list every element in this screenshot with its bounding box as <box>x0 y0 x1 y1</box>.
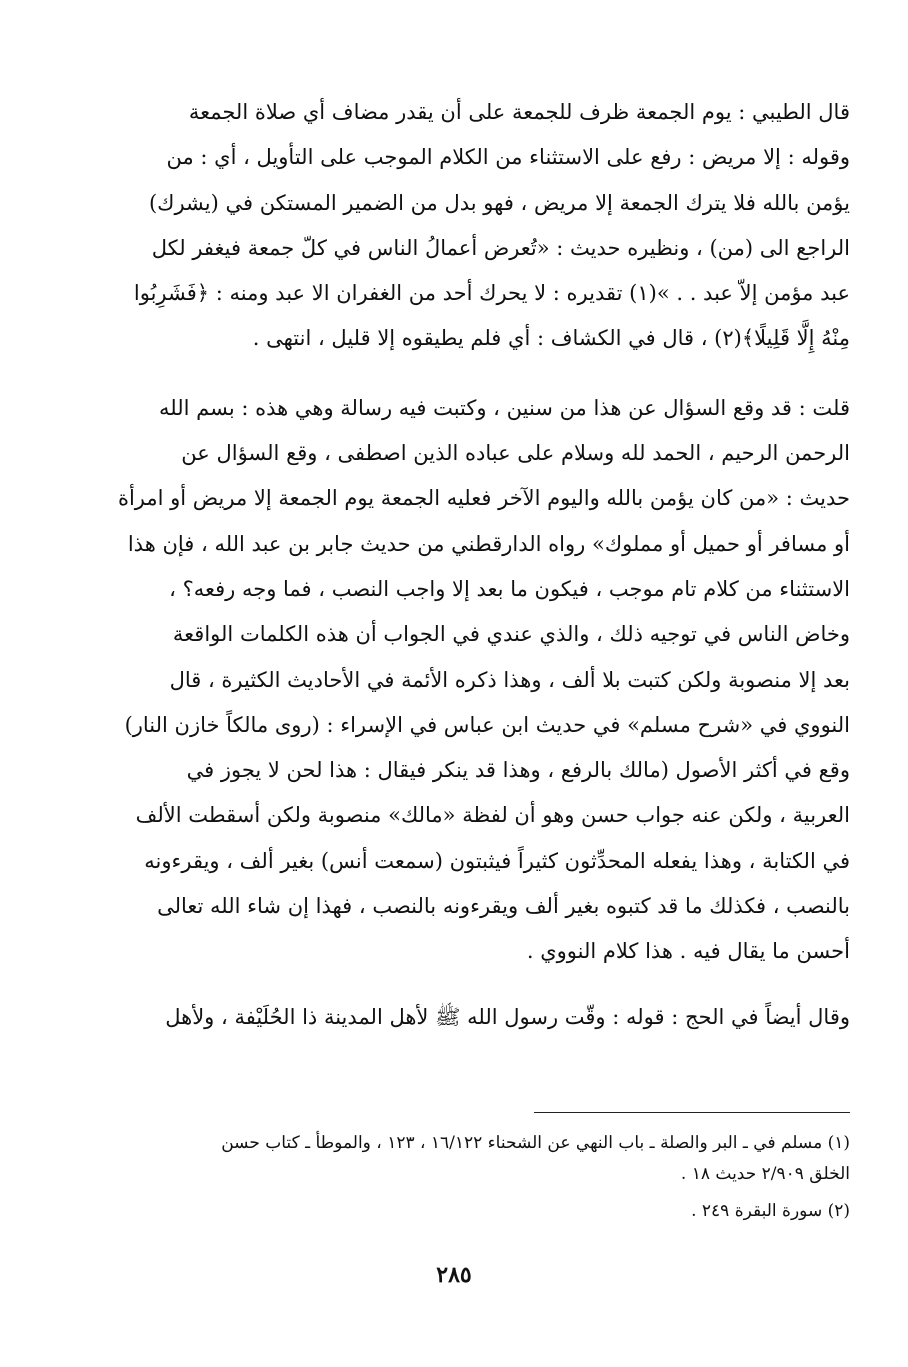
footnote-2 <box>58 1196 850 1227</box>
text-line: أحسن ما يقال فيه . هذا كلام النووي . <box>526 939 850 964</box>
paragraph-question <box>58 386 850 975</box>
footnote-divider <box>534 1112 850 1113</box>
text-line: النووي في «شرح مسلم» في حديث ابن عباس في الإسراء : (روى مالكاً خازن النار) <box>124 712 850 737</box>
footnote-line: (٢) سورة البقرة ٢٤٩ . <box>691 1201 850 1221</box>
text-line: وقع في أكثر الأصول (مالك بالرفع ، وهذا قد ينكر فيقال : هذا لحن لا يجوز في <box>186 758 850 783</box>
footnote-1 <box>58 1128 850 1190</box>
page-number: ٢٨٥ <box>436 1262 472 1288</box>
text-line: في الكتابة ، وهذا يفعله المحدِّثون كثيراً فيثبتون (سمعت أنس) بغير ألف ، ويقرءونه <box>144 848 850 873</box>
text-line: قلت : قد وقع السؤال عن هذا من سنين ، وكتبت فيه رسالة وهي هذه : بسم الله <box>159 395 850 420</box>
text-line: الرحمن الرحيم ، الحمد لله وسلام على عباده الذين اصطفى ، وقع السؤال عن <box>181 441 850 466</box>
footnote-line: الخلق ٢/٩٠٩ حديث ١٨ . <box>680 1164 850 1184</box>
text-line: الاستثناء من كلام تام موجب ، فيكون ما بعد إلا واجب النصب ، فما وجه رفعه؟ ، <box>169 576 850 601</box>
paragraph-tibi-commentary <box>58 90 850 362</box>
text-line: قال الطيبي : يوم الجمعة ظرف للجمعة على أن يقدر مضاف أي صلاة الجمعة <box>188 100 850 124</box>
text-line: يؤمن بالله فلا يترك الجمعة إلا مريض ، فهو بدل من الضمير المستكن في (يشرك) <box>148 190 850 215</box>
text-line: وقوله : إلا مريض : رفع على الاستثناء من الكلام الموجب على التأويل ، أي : من <box>166 145 850 170</box>
text-line: بعد إلا منصوبة ولكن كتبت بلا ألف ، وهذا ذكره الأئمة في الأحاديث الكثيرة ، قال <box>169 667 850 692</box>
text-line: وقال أيضاً في الحج : قوله : وقّت رسول الله ﷺ لأهل المدينة ذا الحُلَيْفة ، ولأهل <box>165 1004 850 1029</box>
text-line: عبد مؤمن إلاّ عبد . . »(١) تقديره : لا يحرك أحد من الغفران الا عبد ومنه : ﴿فَشَرِبُوا <box>133 281 850 306</box>
text-line: وخاض الناس في توجيه ذلك ، والذي عندي في الجواب أن هذه الكلمات الواقعة <box>172 622 850 647</box>
text-line: الراجع الى (من) ، ونظيره حديث : «تُعرض أعمالُ الناس في كلّ جمعة فيغفر لكل <box>151 235 850 260</box>
text-line: حديث : «من كان يؤمن بالله واليوم الآخر فعليه الجمعة يوم الجمعة إلا مريض أو امرأة <box>117 486 850 511</box>
text-line: بالنصب ، فكذلك ما قد كتبوه بغير ألف ويقرءونه بالنصب ، فهذا إن شاء الله تعالى <box>157 894 850 919</box>
text-line: مِنْهُ إِلَّا قَلِيلًا﴾(٢) ، قال في الكشاف : أي فلم يطيقوه إلا قليل ، انتهى . <box>252 326 850 351</box>
footnotes <box>58 1128 850 1227</box>
text-line: العربية ، ولكن عنه جواب حسن وهو أن لفظة «مالك» منصوبة ولكن أسقطت الألف <box>135 803 850 828</box>
text-line: أو مسافر أو حميل أو مملوك» رواه الدارقطني من حديث جابر بن عبد الله ، فإن هذا <box>127 531 850 556</box>
footnote-line: (١) مسلم في ـ البر والصلة ـ باب النهي عن الشحناء ١٦/١٢٢ ، ١٢٣ ، والموطأ ـ كتاب حسن <box>221 1133 850 1153</box>
paragraph-hajj <box>58 995 850 1040</box>
